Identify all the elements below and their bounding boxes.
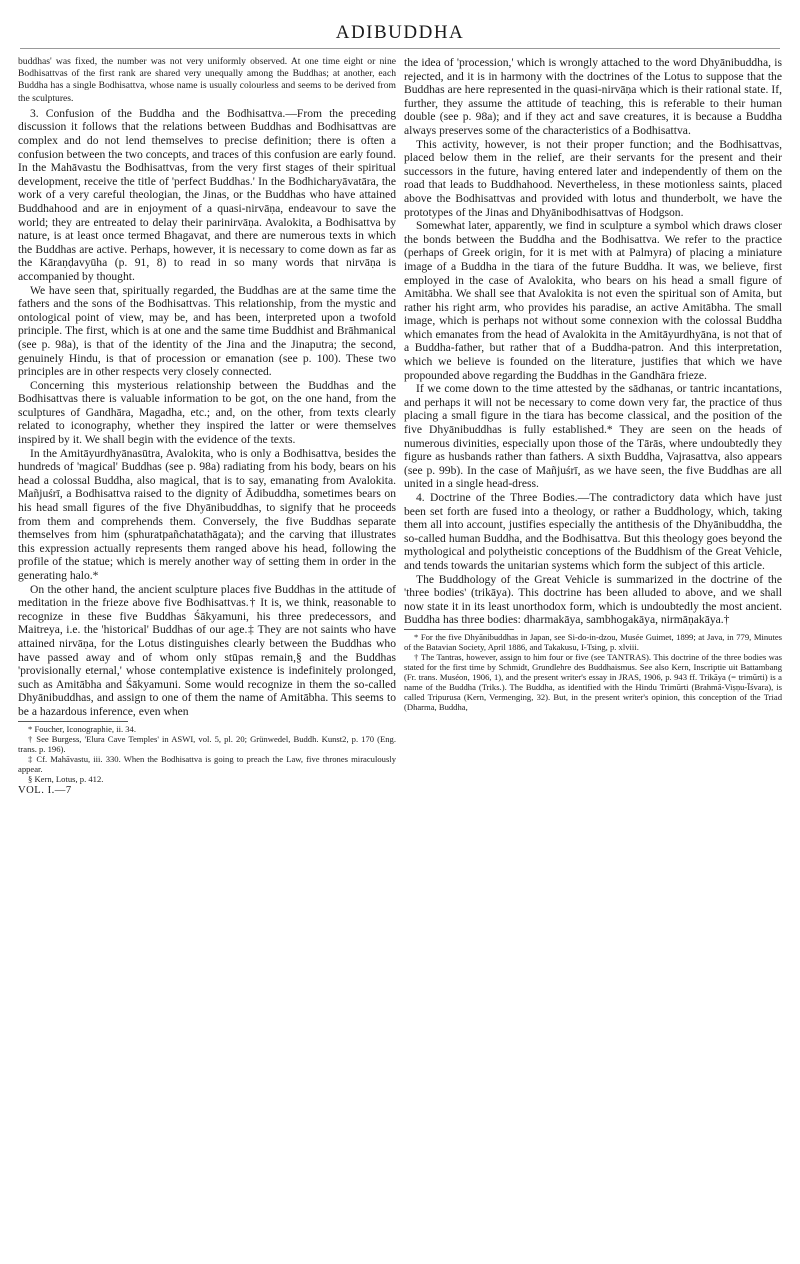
paragraph-continued: the idea of 'procession,' which is wrongly attached to the word Dhyānibuddha, is rejected, and it is in harmony with the doctrines of the Lotus to suppose that the Buddhas are here represented in the quasi-nirvāṇa which is their rational state. If, further, they assume the attitude of teaching, this is referable to their human double (see p. 98a); and if they act and save creatures, it is because a Buddha always preserves some of the characteristics of a Bodhisattva.: [404, 56, 782, 137]
paragraph: Concerning this mysterious relationship between the Buddhas and the Bodhisattvas there is valuable information to be got, on the one hand, from the sculptures of Gandhāra, Magadha, etc.; and, on the other, from texts clearly related to iconography, whether they inspired the latter or were themselves inspired by it. We shall begin with the evidence of the texts.: [18, 378, 396, 447]
section-4-three-bodies: 4. Doctrine of the Three Bodies.—The contradictory data which have just been set forth are fused into a theology, or rather a Buddhology, which, taking them all into account, justifies especially the antithesis of the Dhyānibuddha, the so-called human Buddha, and the Bodhisattva. But this theology goes beyond the mythological and polytheistic conceptions of the Buddhism of the Great Vehicle, and tends towards the unitarian systems which form the subject of this article.: [404, 491, 782, 572]
paragraph: In the Amitāyurdhyānasūtra, Avalokita, who is only a Bodhisattva, besides the hundreds of 'magical' Buddhas (see p. 98a) radiating from his body, bears on his head a colossal Buddha, also magical, that is to say, emanating from Avalokita. Mañjuśrī, a Bodhisattva raised to the dignity of Ādibuddha, sometimes bears on his head small figures of the five Dhyānibuddhas, to signify that he proceeds from them and comprehends them. Conversely, the five Buddhas separate themselves from him (sphuratpañchatathāgata); and the carving that illustrates this expression actually represents them ranged above his head, following the profile of the statue; which is merely another way of setting them in order in the generating halo.*: [18, 446, 396, 582]
volume-signature: VOL. I.—7: [18, 784, 72, 796]
right-column: [404, 56, 782, 1246]
paragraph: Somewhat later, apparently, we find in sculpture a symbol which draws closer the bonds between the Buddha and the Bodhisattva. We refer to the practice (perhaps of Greek origin, for it is met with at Palmyra) of placing a miniature image of a Buddha in the tiara of the future Buddha. It was, we believe, first employed in the case of Avalokita, who bears on his head a small figure of Amitābha. We shall see that Avalokita is not even the spiritual son of Amita, but rather his right arm, who provides his paradise, an active Amitābha. The small image, which is perhaps not without some connexion with the colossal Buddha which emanates from the head of Avalokita in the Amitāyurdhyāna, is not that of a Buddha-father, but rather that of a Buddha-patron. And this interpretation, which we believe is founded on the literature, justifies that which we have propounded above regarding the Buddhas in the Gandhāra frieze.: [404, 219, 782, 382]
paragraph-continued: buddhas' was fixed, the number was not very uniformly observed. At one time eight or nine Bodhisattvas of the first rank are shared very unequally among the Buddhas; at another, each Buddha has a single Bodhisattva, whose name is usually colourless and seems to be derived from the sculptures.: [18, 56, 396, 104]
paragraph: If we come down to the time attested by the sādhanas, or tantric incantations, and perhaps it will not be necessary to come down very far, the practice of thus placing a small figure in the tiara has become classical, and the position of the five Dhyānibuddhas is fully established.* They are seen on the heads of numerous divinities, especially upon those of the Tārās, where undoubtedly they figure as husbands rather than fathers. A sixth Buddha, Vajrasattva, also appears (see p. 99b). In the case of Mañjuśrī, as we have seen, the five Buddhas are all united in a single head-dress.: [404, 382, 782, 491]
paragraph: We have seen that, spiritually regarded, the Buddhas are at the same time the fathers and the sons of the Bodhisattvas. This relationship, from the mystic and ontological point of view, may be, and has been, interpreted upon a twofold principle. The first, which is at one and the same time Buddhist and Brāhmanical (see p. 98a), is that of the identity of the Jina and the Jinaputra; the second, genuinely Hindu, is that of procession or emanation (see p. 100). These two principles are in other respects very closely connected.: [18, 283, 396, 379]
paragraph: This activity, however, is not their proper function; and the Bodhisattvas, placed below them in the relief, are their servants for the present and their successors in the future, having entered later and independently of them on the road that leads to Buddhahood. Nevertheless, in these motionless saints, placed above the Bodhisattvas and provided with lotus and thunderbolt, we have the prototypes of the Jinas and Dhyānibodhisattvas of Hodgson.: [404, 137, 782, 219]
paragraph: On the other hand, the ancient sculpture places five Buddhas in the attitude of meditation in the frieze above five Bodhisattvas.† It is, we think, reasonable to recognize in these five Buddhas Śākyamuni, his three predecessors, and Maitreya, i.e. the 'historical' Buddhas of our age.‡ They are not saints who have attained nirvāṇa, for the Lotus distinguishes clearly between the Buddhas who have passed away and of whom only stūpas remain,§ and the Buddhas 'provisionally eternal,' whose contemplative existence is indefinitely prolonged, such as Amitābha and Śākyamuni. Some would recognize in them the so-called Dhyānibuddhas, and assign to one of them the name of Amitābha. This seems to be a hazardous inference, even when: [18, 582, 396, 718]
left-column: [18, 56, 396, 1246]
running-head: ADIBUDDHA: [335, 22, 465, 43]
footnote: ‡ Cf. Mahāvastu, iii. 330. When the Bodhisattva is going to preach the Law, five thrones miraculously appear.: [18, 753, 396, 774]
header-rule: [20, 48, 780, 49]
section-3-confusion: 3. Confusion of the Buddha and the Bodhisattva.—From the preceding discussion it follows that the relations between Buddhas and Bodhisattvas are complex and do not lend themselves to precise definition; there is often a confusion between the two concepts, and traces of this confusion are early found. In the Mahāvastu the Bodhisattvas, from the very first stages of their spiritual development, receive the title of 'perfect Buddhas.' In the Bodhicharyāvatāra, the work of a very careful theologian, the Jinas, or the Buddhas who have attained Buddhahood and are in enjoyment of a quasi-nirvāṇa, endeavour to save the world; they are entreated to delay their parinirvāṇa. Avalokita, a Bodhisattva by nature, is at least once termed Bhagavat, and there are numerous texts in which the Buddhas are active. Perhaps, however, it is necessary to come down as far as the Kāraṇḍavyūha (p. 91, 8) to read in so many words that nirvāṇa is accompanied by thought.: [18, 106, 396, 283]
footnote-rule: [404, 629, 514, 630]
footnote: * Foucher, Iconographie, ii. 34.: [28, 723, 137, 734]
paragraph: The Buddhology of the Great Vehicle is summarized in the doctrine of the 'three bodies' (trikāya). This doctrine has been alluded to above, and we shall now state it in its least unorthodox form, which is undoubtedly the most ancient. Buddha has three bodies: dharmakāya, sambhogakāya, nirmāṇakāya.†: [404, 572, 782, 627]
footnote: § Kern, Lotus, p. 412.: [28, 773, 104, 784]
footnote: * For the five Dhyānibuddhas in Japan, see Si-do-in-dzou, Musée Guimet, 1899; at Java, in 779, Minutes of the Batavian Society, April 1886, and Takakusu, I-Tsing, p. xlviii.: [404, 631, 782, 652]
footnote-rule: [18, 721, 128, 722]
footnote: † See Burgess, 'Elura Cave Temples' in ASWI, vol. 5, pl. 20; Grünwedel, Buddh. Kunst2, p. 170 (Eng. trans. p. 196).: [18, 733, 396, 754]
footnote: † The Tantras, however, assign to him four or five (see TANTRAS). This doctrine of the three bodies was stated for the first time by Schmidt, Grundlehre des Buddhaismus. See also Kern, Inscriptie uit Battambang (Fr. trans. Muséon, 1906, 1), and the present writer's essay in JRAS, 1906, p. 943 ff. Trikāya (= trimūrti) is a name of the Buddha (Triks.). The Buddha, as identified with the Hindu Trimūrti (Brahmā-Viṣṇu-Īśvara), is called Tripurusa (Kern, Vermenging, 32). But, in the present writer's opinion, this conception of the Triad (Dharma, Buddha,: [404, 651, 782, 712]
